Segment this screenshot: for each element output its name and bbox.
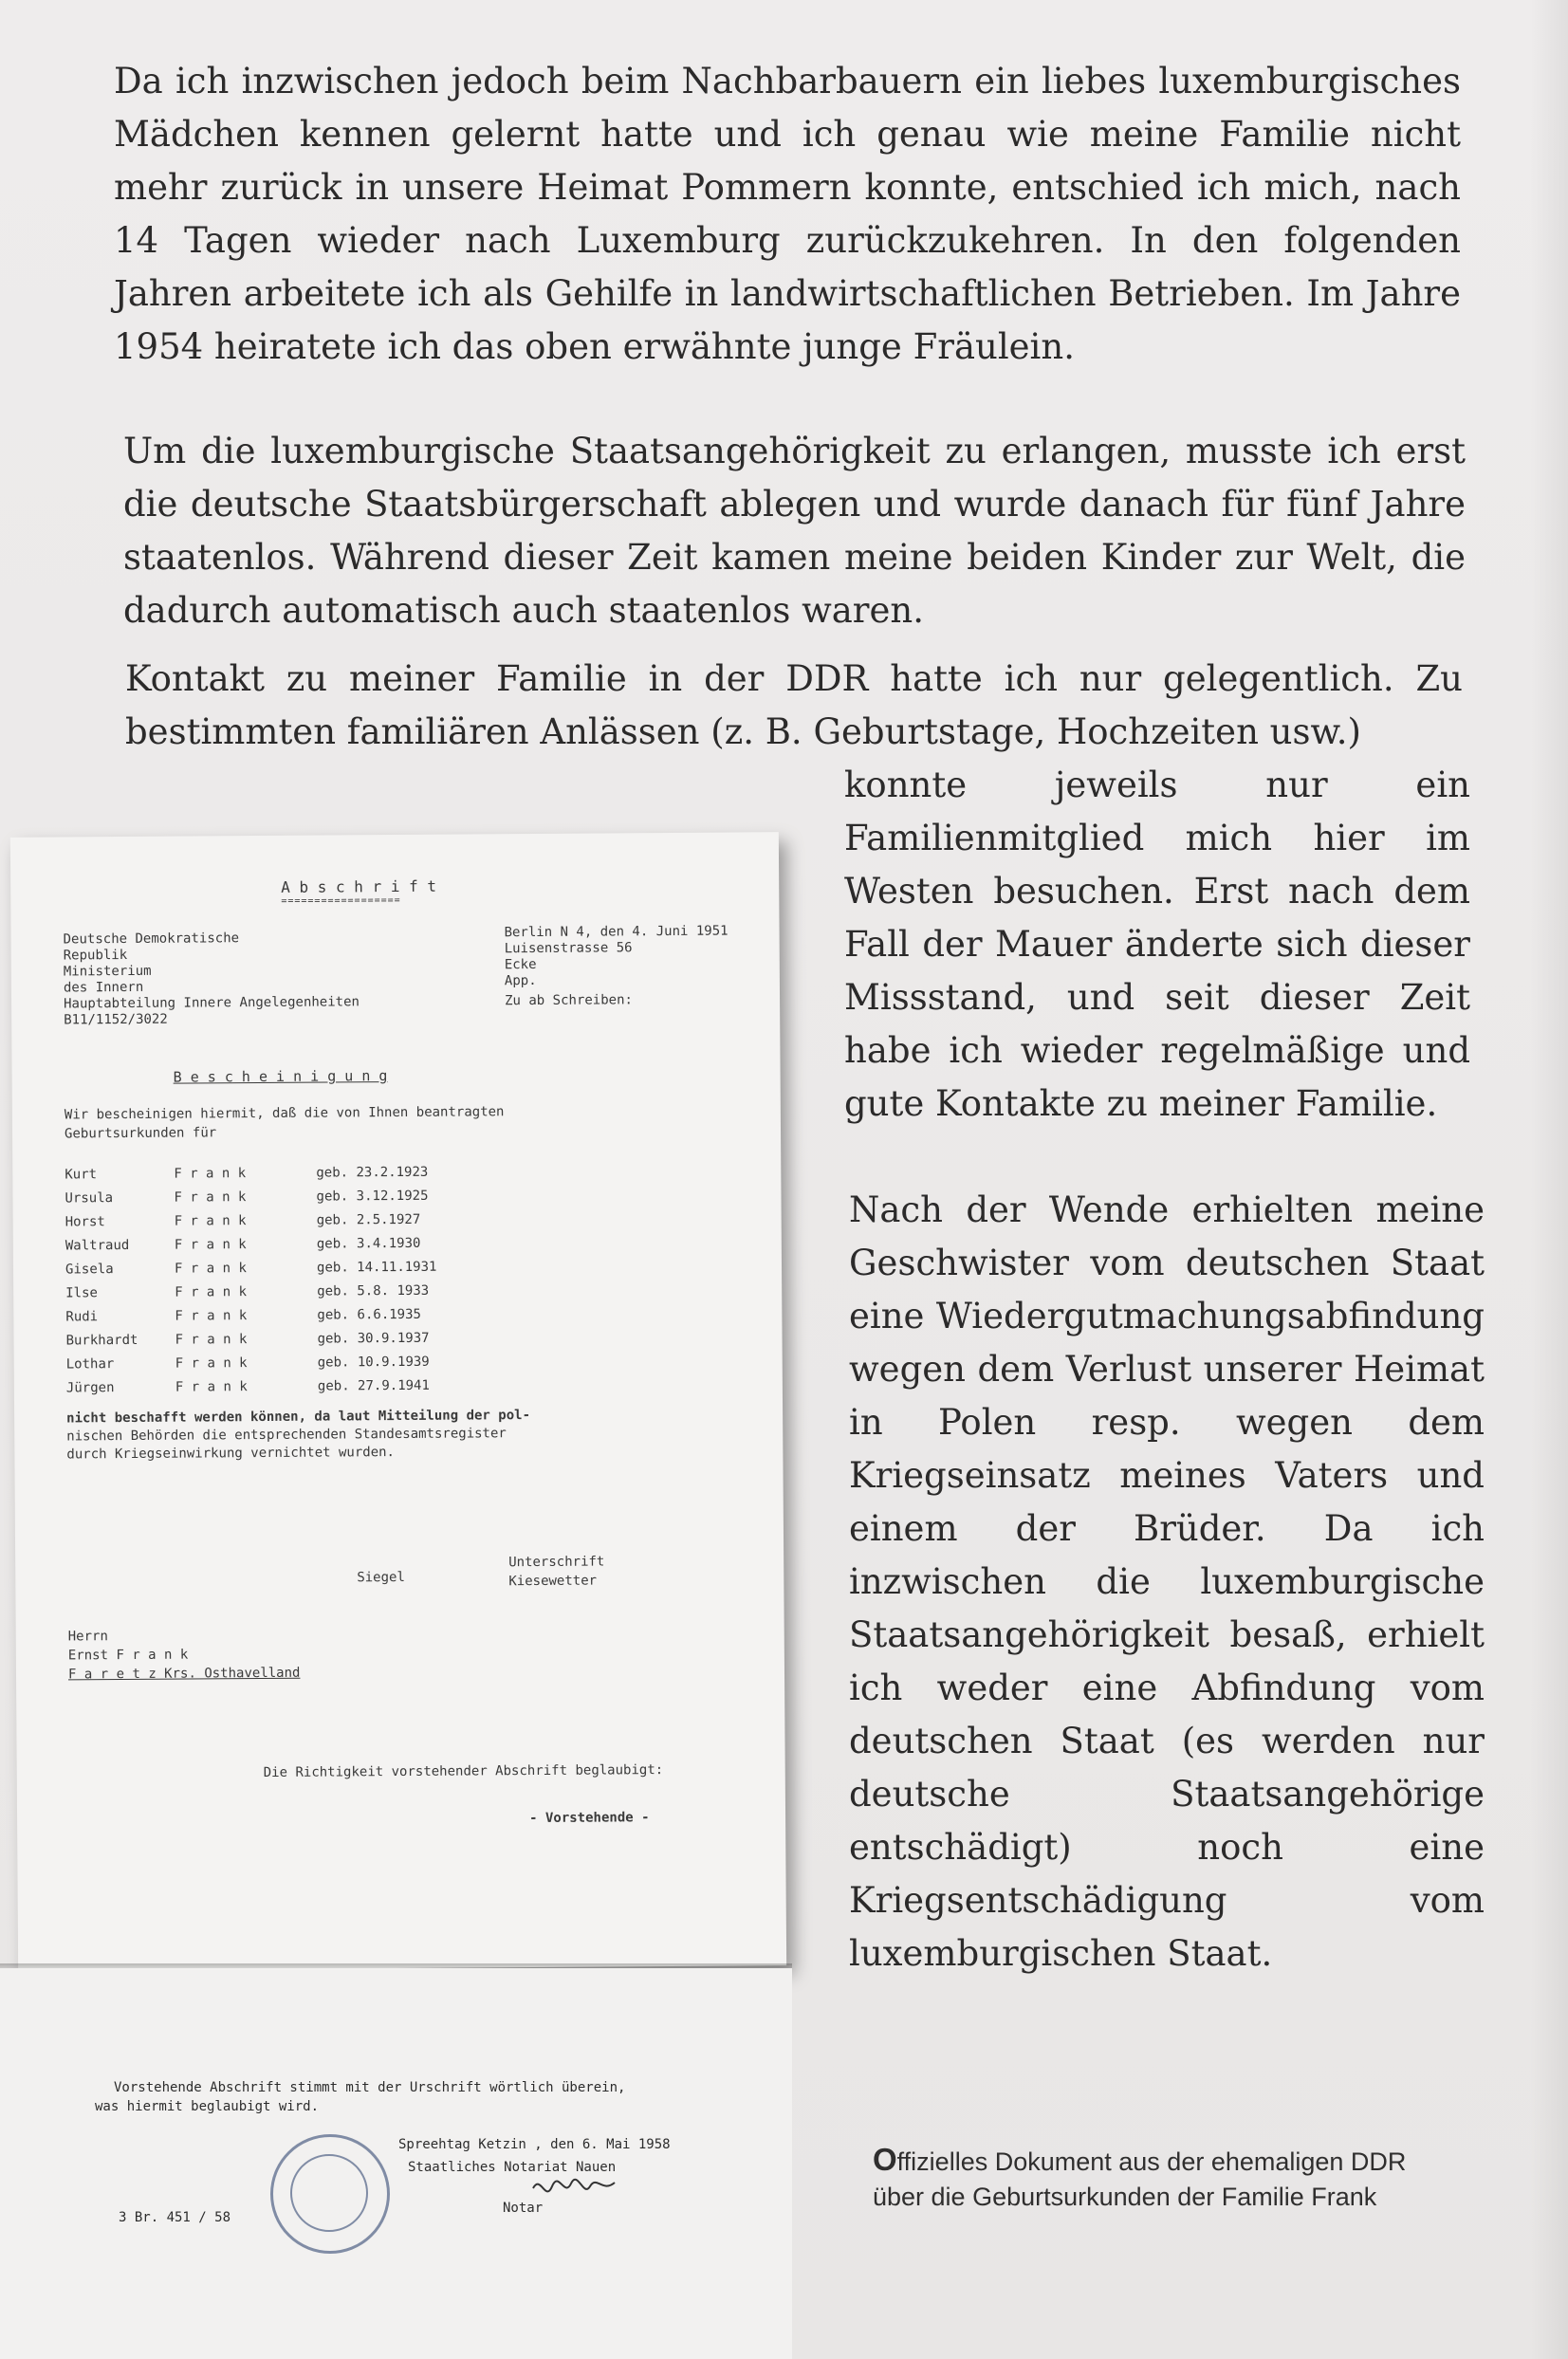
doc-intro-1: Wir bescheinigen hiermit, daß die von Ihnen beantragten — [64, 1104, 505, 1123]
notary-certification-scan — [0, 1968, 792, 2359]
doc-person-born: geb. 6.6.1935 — [317, 1306, 421, 1323]
doc-recipient-2: Ernst F r a n k — [67, 1647, 189, 1664]
doc-ref-note: Zu ab Schreiben: — [504, 992, 633, 1009]
doc-person-family: F r a n k — [174, 1237, 247, 1253]
doc-heading: A b s c h r i f t — [281, 876, 437, 896]
doc-person-name: Burkhardt — [65, 1332, 138, 1349]
doc-signature-name: Kiesewetter — [508, 1573, 598, 1590]
doc-person-name: Horst — [65, 1214, 105, 1230]
doc-address-1: Luisenstrasse 56 — [504, 940, 633, 957]
doc-recipient-3: F a r e t z Krs. Osthavelland — [67, 1665, 301, 1683]
doc-person-family: F r a n k — [174, 1189, 247, 1206]
doc-heading-rule: ================== — [281, 894, 401, 907]
doc-address-3: App. — [504, 972, 537, 989]
paragraph-return-luxembourg: Da ich inzwischen jedoch beim Nachbarbauern ein liebes luxemburgisches Mädchen kennen gelernt hatte und ich genau wie meine Familie nicht mehr zurück in unsere Heimat Pommern konnte, entschied ich mich, nach 14 Tagen wieder nach Luxemburg zurückzukehren. In den folgenden Jahren arbeitete ich als Gehilfe in landwirtschaftlichen Betrieben. Im Jahre 1954 heiratete ich das oben erwähnte junge Fräulein. — [114, 61, 1461, 367]
official-seal-icon — [270, 2134, 390, 2254]
doc-closing-3: durch Kriegseinwirkung vernichtet wurden. — [66, 1445, 396, 1463]
doc-person-name: Gisela — [65, 1262, 114, 1278]
doc-person-family: F r a n k — [175, 1332, 248, 1348]
doc-person-name: Waltraud — [65, 1237, 130, 1254]
doc-person-name: Jürgen — [65, 1380, 115, 1396]
doc-person-born: geb. 23.2.1923 — [316, 1164, 429, 1181]
notary-title: Notar — [503, 2201, 544, 2216]
doc-siegel: Siegel — [357, 1569, 405, 1586]
doc-person-born: geb. 10.9.1939 — [317, 1354, 430, 1371]
doc-closing-2: nischen Behörden die entsprechenden Standesamtsregister — [66, 1426, 507, 1445]
notary-line-1: Vorstehende Abschrift stimmt mit der Urschrift wörtlich überein, — [114, 2080, 626, 2095]
doc-title: B e s c h e i n i g u n g — [173, 1067, 388, 1086]
paragraph-citizenship: Um die luxemburgische Staatsangehörigkeit zu erlangen, musste ich erst die deutsche Staatsbürgerschaft ablegen und wurde danach für fünf Jahre staatenlos. Während dieser Zeit kamen meine beiden Kinder zur Welt, die dadurch automatisch auch staatenlos waren. — [123, 431, 1466, 631]
notary-line-2: was hiermit beglaubigt wird. — [95, 2099, 320, 2114]
paragraph-compensation: Nach der Wende erhielten meine Geschwister vom deutschen Staat eine Wiedergutmachungsabfindung wegen dem Verlust unserer Heimat in Polen resp. wegen dem Kriegseinsatz meines Vaters und einem der Brüder. Da ich inzwischen die luxemburgische Staatsangehörigkeit besaß, erhielt ich weder eine Abfindung vom deutschen Staat (es werden nur deutsche Staatsangehörige entschädigt) noch eine Kriegsentschädigung vom luxemburgischen Staat. — [849, 1189, 1485, 1974]
doc-certify: Die Richtigkeit vorstehender Abschrift beglaubigt: — [263, 1762, 664, 1781]
doc-sender-4: des Innern — [63, 979, 144, 996]
doc-certify-signature: - Vorstehende - — [529, 1810, 650, 1827]
paragraph-contact-ddr: Kontakt zu meiner Familie in der DDR hatte ich nur gelegentlich. Zu bestimmten familiären Anlässen (z. B. Geburtstage, Hochzeiten usw.) — [125, 658, 1463, 752]
page-gutter-shadow — [1530, 0, 1568, 2359]
doc-person-born: geb. 27.9.1941 — [317, 1377, 430, 1394]
doc-sender-1: Deutsche Demokratische — [63, 931, 240, 948]
doc-person-born: geb. 3.12.1925 — [316, 1188, 429, 1205]
doc-person-born: geb. 3.4.1930 — [316, 1235, 421, 1252]
notary-signature-icon — [531, 2169, 617, 2207]
notary-place-date: Spreehtag Ketzin , den 6. Mai 1958 — [398, 2137, 671, 2152]
doc-sender-2: Republik — [63, 947, 128, 964]
doc-sender-3: Ministerium — [63, 963, 152, 980]
doc-person-name: Rudi — [65, 1309, 99, 1325]
doc-person-family: F r a n k — [175, 1308, 248, 1324]
doc-person-born: geb. 5.8. 1933 — [317, 1282, 430, 1299]
doc-person-family: F r a n k — [175, 1379, 248, 1395]
doc-signature-label: Unterschrift — [508, 1554, 605, 1571]
paragraph-contact-ddr-continued: konnte jeweils nur ein Familienmitglied mich hier im Westen besuchen. Erst nach dem Fall der Mauer änderte sich dieser Missstand, und seit dieser Zeit habe ich wieder regelmäßige und gute Kontakte zu meiner Familie. — [844, 765, 1470, 1124]
doc-person-name: Kurt — [65, 1167, 98, 1183]
doc-person-born: geb. 14.11.1931 — [316, 1259, 437, 1276]
caption-text: ffizielles Dokument aus der ehemaligen DDR über die Geburtsurkunden der Familie Frank — [873, 2147, 1407, 2211]
doc-sender-5: Hauptabteilung Innere Angelegenheiten — [64, 994, 360, 1012]
doc-intro-2: Geburtsurkunden für — [64, 1125, 217, 1142]
doc-person-name: Ursula — [65, 1190, 114, 1207]
doc-address-2: Ecke — [504, 956, 537, 973]
caption-initial: O — [873, 2142, 897, 2177]
doc-person-family: F r a n k — [174, 1166, 247, 1182]
doc-person-family: F r a n k — [175, 1355, 248, 1372]
ddr-document-scan — [10, 832, 786, 1971]
doc-place-date: Berlin N 4, den 4. Juni 1951 — [504, 923, 729, 941]
doc-person-family: F r a n k — [175, 1284, 248, 1300]
doc-person-name: Ilse — [65, 1285, 98, 1301]
doc-person-born: geb. 30.9.1937 — [317, 1330, 430, 1347]
doc-person-name: Lothar — [65, 1356, 115, 1373]
doc-recipient-1: Herrn — [67, 1629, 108, 1645]
doc-person-family: F r a n k — [174, 1261, 247, 1277]
doc-person-born: geb. 2.5.1927 — [316, 1211, 421, 1228]
notary-reference: 3 Br. 451 / 58 — [119, 2210, 231, 2225]
doc-sender-6: B11/1152/3022 — [64, 1011, 168, 1028]
notary-office: Staatliches Notariat Nauen — [408, 2160, 617, 2175]
doc-person-family: F r a n k — [174, 1213, 247, 1229]
figure-caption — [873, 2142, 1442, 2215]
doc-closing-1: nicht beschafft werden können, da laut Mitteilung der pol- — [66, 1408, 531, 1427]
